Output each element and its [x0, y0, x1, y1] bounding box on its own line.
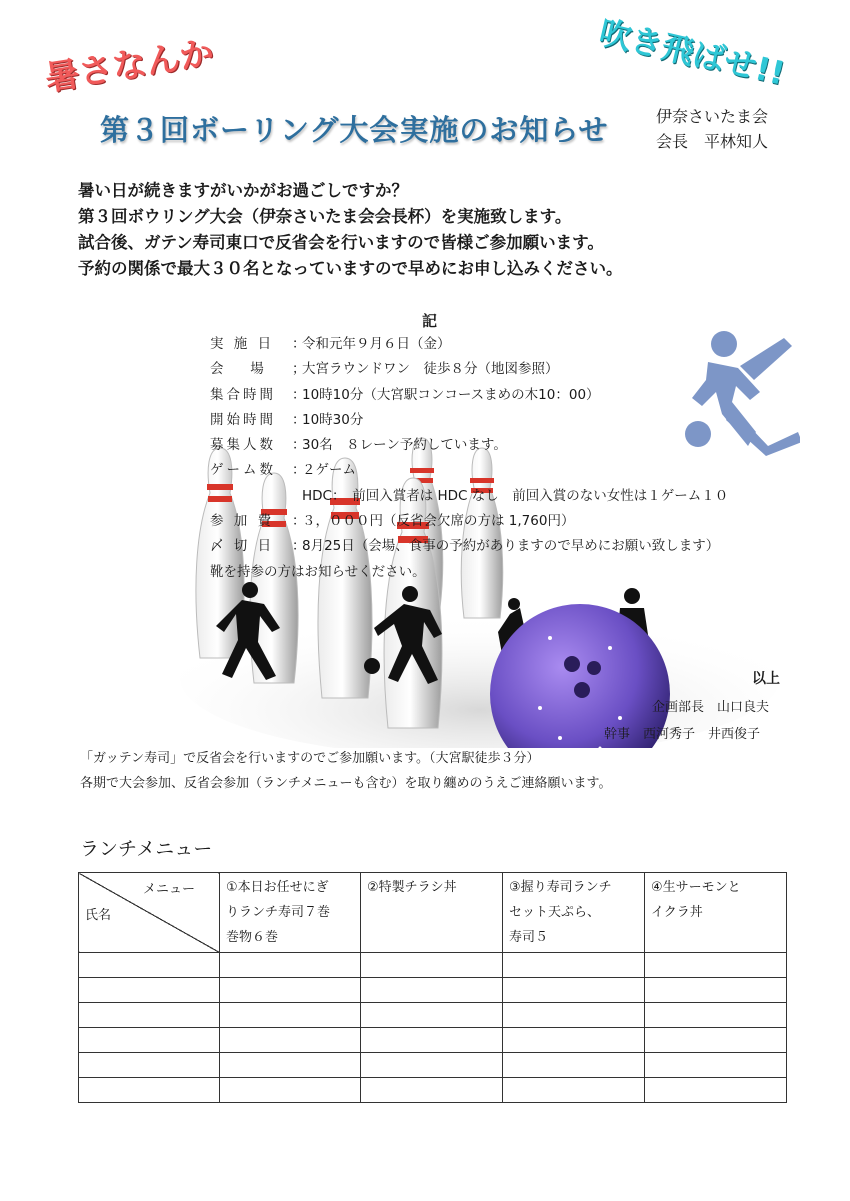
page-title: 第３回ボーリング大会実施のお知らせ: [100, 113, 609, 147]
summer-slogan: 暑さなんか: [42, 32, 217, 100]
order-cell[interactable]: [220, 978, 361, 1003]
menu-option-3: ③握り寿司ランチ セット天ぷら、 寿司５: [503, 873, 645, 953]
order-cell[interactable]: [361, 1028, 503, 1053]
name-cell[interactable]: [79, 978, 220, 1003]
order-cell[interactable]: [361, 1078, 503, 1103]
detail-row-start-time: 開始時間 ： 10時30分: [210, 411, 364, 428]
intro-paragraph: [78, 178, 623, 282]
event-details: [210, 332, 728, 585]
order-cell[interactable]: [503, 1028, 645, 1053]
order-cell[interactable]: [645, 1028, 787, 1053]
detail-row-deadline: 〆 切 日 ： 8月25日（会場、食事の予約がありますので早めにお願い致します）: [210, 538, 720, 555]
order-cell[interactable]: [503, 953, 645, 978]
intro-line: 第３回ボウリング大会（伊奈さいたま会会長杯）を実施致します。: [78, 207, 572, 226]
order-cell[interactable]: [220, 953, 361, 978]
table-row: [79, 953, 787, 978]
closing-mark: 以上: [752, 671, 780, 687]
order-cell[interactable]: [220, 1053, 361, 1078]
notes: [80, 746, 611, 796]
blow-away-slogan: 吹き飛ばせ!!: [595, 13, 789, 93]
org-leader: 会長 平林知人: [656, 132, 769, 151]
order-cell[interactable]: [361, 953, 503, 978]
order-cell[interactable]: [503, 1003, 645, 1028]
table-row: [79, 1028, 787, 1053]
order-cell[interactable]: [645, 1053, 787, 1078]
order-cell[interactable]: [361, 1053, 503, 1078]
shoes-note: 靴を持参の方はお知らせください。: [210, 563, 426, 580]
name-cell[interactable]: [79, 1028, 220, 1053]
table-row: [79, 1053, 787, 1078]
note-line: 「ガッテン寿司」で反省会を行いますのでご参加願います。（大宮駅徒歩３分）: [80, 751, 540, 766]
order-cell[interactable]: [220, 1078, 361, 1103]
hdc-note: HDC： 前回入賞者は HDC なし 前回入賞のない女性は１ゲーム１０: [302, 487, 729, 504]
org-name: 伊奈さいたま会: [656, 107, 769, 126]
intro-line: 予約の関係で最大３０名となっていますので早めにお申し込みください。: [78, 259, 623, 278]
name-cell[interactable]: [79, 1078, 220, 1103]
intro-line: 暑い日が続きますがいかがお過ごしですか？: [78, 181, 408, 200]
table-row: [79, 1078, 787, 1103]
detail-row-meeting-time: 集合時間 ： 10時10分（大宮駅コンコースまめの木10：00）: [210, 386, 600, 403]
table-row: [79, 1003, 787, 1028]
lunch-menu-title: ランチメニュー: [80, 838, 213, 860]
menu-option-2: ②特製チラシ丼: [361, 873, 503, 953]
ki-heading: 記: [422, 312, 438, 330]
detail-row-venue: 会 場 ； 大宮ラウンドワン 徒歩８分（地図参照）: [210, 361, 559, 378]
table-row: [79, 978, 787, 1003]
order-cell[interactable]: [503, 1053, 645, 1078]
secretaries: 幹事 西河秀子 井西俊子: [604, 727, 761, 742]
order-cell[interactable]: [220, 1028, 361, 1053]
detail-row-date: 実 施 日 ： 令和元年９月６日（金）: [210, 336, 451, 352]
name-cell[interactable]: [79, 953, 220, 978]
order-cell[interactable]: [503, 978, 645, 1003]
detail-row-games: ゲーム数 ： ２ゲーム: [210, 462, 356, 479]
order-cell[interactable]: [361, 978, 503, 1003]
order-cell[interactable]: [645, 1078, 787, 1103]
lunch-menu-table: [78, 872, 787, 1103]
order-cell[interactable]: [645, 953, 787, 978]
name-cell[interactable]: [79, 1003, 220, 1028]
order-cell[interactable]: [361, 1003, 503, 1028]
corner-menu-label: メニュー: [142, 882, 195, 897]
intro-line: 試合後、ガテン寿司東口で反省会を行いますので皆様ご参加願います。: [78, 233, 604, 252]
order-cell[interactable]: [645, 1003, 787, 1028]
planning-manager: 企画部長 山口良夫: [652, 700, 770, 715]
corner-name-label: 氏名: [85, 908, 112, 923]
corner-cell: [79, 873, 220, 953]
menu-header-row: [79, 873, 787, 953]
order-cell[interactable]: [503, 1078, 645, 1103]
order-cell[interactable]: [645, 978, 787, 1003]
detail-row-fee: 参 加 費 ： ３，０００円（反省会欠席の方は 1,760円）: [210, 513, 575, 530]
detail-row-capacity: 募集人数 ： 30名 ８レーン予約しています。: [210, 437, 507, 454]
note-line: 各期で大会参加、反省会参加（ランチメニューも含む）を取り纏めのうえご連絡願います。: [80, 776, 612, 791]
menu-option-1: ①本日お任せにぎ りランチ寿司７巻 巻物６巻: [220, 873, 361, 953]
order-cell[interactable]: [220, 1003, 361, 1028]
menu-option-4: ④生サーモンと イクラ丼: [645, 873, 787, 953]
name-cell[interactable]: [79, 1053, 220, 1078]
organizer-block: [656, 104, 768, 154]
